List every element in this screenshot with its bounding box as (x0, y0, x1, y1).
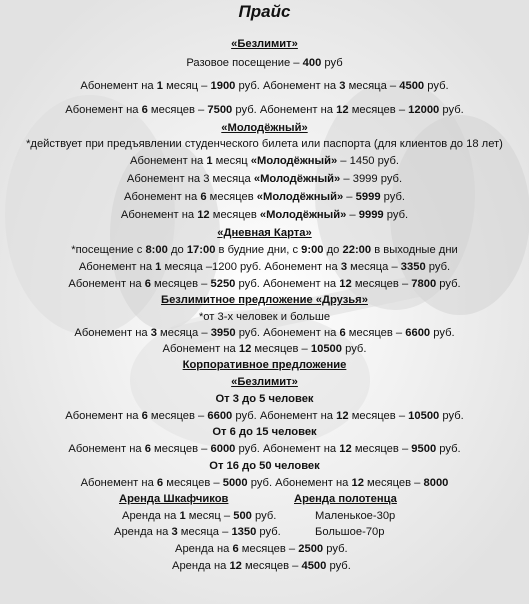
price-line: Абонемент на 12 месяцев «Молодёжный» – 9999 руб. (120, 209, 409, 221)
locker-rental-heading: Аренда Шкафчиков (119, 493, 229, 505)
price-line: *от 3-х человек и больше (198, 311, 331, 323)
section-heading: Корпоративное предложение (182, 359, 347, 371)
price-line: Абонемент на 12 месяцев – 10500 руб. (162, 343, 367, 355)
price-line: Абонемент на 1 месяц – 1900 руб. Абонемент на 3 месяца – 4500 руб. (80, 80, 449, 92)
price-line: *действует при предъявлении студенческого билета или паспорта (для клиентов до 18 лет) (26, 138, 503, 150)
price-line: Абонемент на 6 месяцев – 6600 руб. Абонемент на 12 месяцев – 10500 руб. (65, 410, 464, 422)
price-line: Разовое посещение – 400 руб (186, 57, 343, 69)
price-line: Абонемент на 3 месяца «Молодёжный» – 3999 руб. (126, 173, 403, 185)
price-line: Абонемент на 3 месяца – 3950 руб. Абонемент на 6 месяцев – 6600 руб. (74, 327, 455, 339)
locker-rental-line: Аренда на 1 месяц – 500 руб. (122, 510, 277, 522)
locker-rental-line: Аренда на 12 месяцев – 4500 руб. (172, 560, 351, 572)
section-heading: «Безлимит» (231, 38, 298, 50)
page-title: Прайс (238, 2, 291, 21)
price-line: Абонемент на 1 месяца –1200 руб. Абонемент на 3 месяца – 3350 руб. (78, 261, 451, 273)
price-line: Абонемент на 6 месяцев – 5250 руб. Абонемент на 12 месяцев – 7800 руб. (68, 278, 461, 290)
section-heading: «Безлимит» (231, 376, 298, 388)
locker-rental-line: Аренда на 3 месяца – 1350 руб. (114, 526, 281, 538)
section-heading: Безлимитное предложение «Друзья» (161, 294, 368, 306)
towel-rental-line: Большое-70р (315, 526, 385, 538)
towel-rental-heading: Аренда полотенца (294, 493, 397, 505)
locker-rental-line: Аренда на 6 месяцев – 2500 руб. (175, 543, 348, 555)
price-line: Абонемент на 6 месяцев – 7500 руб. Абонемент на 12 месяцев – 12000 руб. (65, 104, 464, 116)
group-subheading: От 3 до 5 человек (215, 393, 314, 405)
towel-rental-line: Маленькое-30р (315, 510, 396, 522)
section-heading: «Дневная Карта» (217, 227, 312, 239)
price-line: Абонемент на 6 месяцев – 5000 руб. Абонемент на 12 месяцев – 8000 (80, 477, 449, 489)
price-line: Абонемент на 6 месяцев – 6000 руб. Абонемент на 12 месяцев – 9500 руб. (68, 443, 461, 455)
group-subheading: От 16 до 50 человек (209, 460, 320, 472)
price-line: *посещение с 8:00 до 17:00 в будние дни, с 9:00 до 22:00 в выходные дни (71, 244, 458, 256)
price-line: Абонемент на 1 месяц «Молодёжный» – 1450 руб. (130, 155, 399, 167)
group-subheading: От 6 до 15 человек (212, 426, 317, 438)
section-heading: «Молодёжный» (221, 122, 308, 134)
price-line: Абонемент на 6 месяцев «Молодёжный» – 5999 руб. (123, 191, 405, 203)
